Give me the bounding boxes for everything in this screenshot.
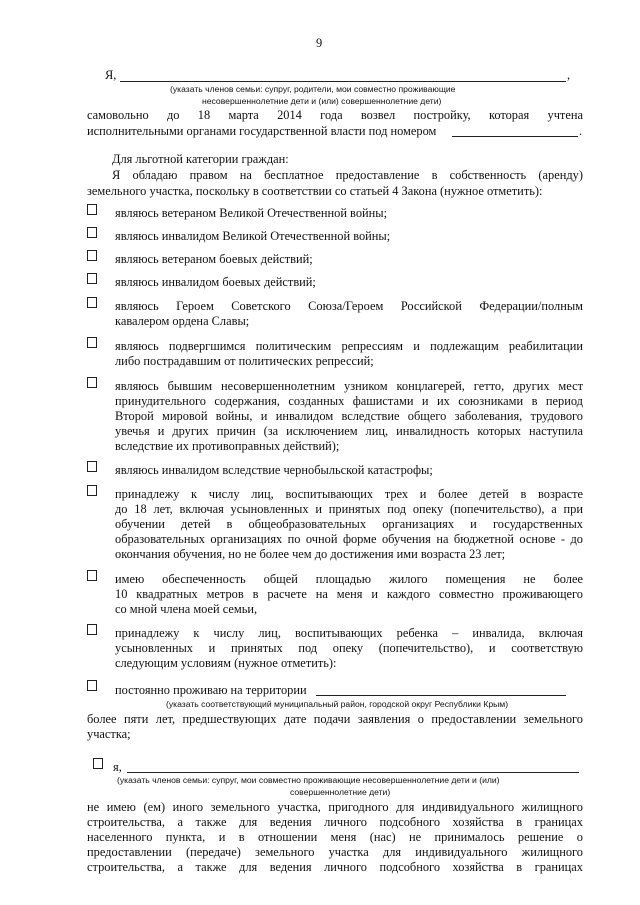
checkbox-item-2[interactable] bbox=[87, 227, 97, 238]
preferential-header: Для льготной категории граждан: bbox=[112, 152, 289, 166]
item-6-line-1: являюсь подвергшимся политическим репрессиям и подлежащим реабилитации bbox=[115, 339, 583, 353]
item-10-line-1: имею обеспеченность общей площадью жилого помещения не более bbox=[115, 572, 583, 586]
preferential-intro-line2: земельного участка, поскольку в соответствии со статьей 4 Закона (нужное отметить): bbox=[87, 184, 543, 198]
item-3-line-1: являюсь ветераном боевых действий; bbox=[115, 252, 313, 266]
word: постройку, bbox=[413, 108, 471, 122]
item-1-line-1: являюсь ветераном Великой Отечественной войны; bbox=[115, 206, 388, 220]
block2-line-1: не имею (ем) иного земельного участка, пригодного для индивидуального жилищного bbox=[87, 800, 583, 814]
word: возвел bbox=[360, 108, 396, 122]
residence-line2: участка; bbox=[87, 727, 131, 741]
checkbox-item-6[interactable] bbox=[87, 337, 97, 348]
item-7-line-1: являюсь бывшим несовершеннолетним узником концлагерей, гетто, других мест bbox=[115, 379, 583, 393]
block2-line-5: строительства, а также для ведения личного подсобного хозяйства в границах bbox=[87, 860, 583, 874]
block2-ya-label: я, bbox=[113, 760, 122, 774]
item-7-line-4: увечья и других причин (за исключением лиц, инвалидность которых наступила bbox=[115, 424, 583, 438]
word: 18 bbox=[197, 108, 211, 122]
checkbox-item-5[interactable] bbox=[87, 297, 97, 308]
item-10-line-3: со мной члена моей семьи, bbox=[115, 602, 258, 616]
word: марта bbox=[228, 108, 259, 122]
word: которая bbox=[488, 108, 530, 122]
item-9-line-1: принадлежу к числу лиц, воспитывающих трех и более детей в возрасте bbox=[115, 487, 583, 501]
item-8-line-1: являюсь инвалидом вследствие чернобыльской катастрофы; bbox=[115, 463, 433, 477]
checkbox-item-8[interactable] bbox=[87, 461, 97, 472]
item-9-line-4: образовательных организациях по очной форме обучения на бюджетной основе - до bbox=[115, 532, 583, 546]
block1-line2: исполнительными органами государственной власти под номером bbox=[87, 124, 437, 138]
block1-family-line[interactable] bbox=[120, 81, 566, 82]
block2-caption-line2: совершеннолетние дети) bbox=[290, 787, 391, 797]
word: до bbox=[166, 108, 180, 122]
checkbox-item-7[interactable] bbox=[87, 377, 97, 388]
residence-territory-line[interactable] bbox=[316, 695, 566, 696]
block1-caption-line1: (указать членов семьи: супруг, родители, мои совместно проживающие bbox=[170, 84, 456, 94]
block2-line-2: строительства, а также для ведения личного подсобного хозяйства в границах bbox=[87, 815, 583, 829]
item-2-line-1: являюсь инвалидом Великой Отечественной войны; bbox=[115, 229, 391, 243]
block2-line-3: населенного пункта, и в отношении меня (нас) не принималось решение о bbox=[87, 830, 583, 844]
block1-line1 bbox=[87, 108, 583, 123]
word: 2014 bbox=[277, 108, 302, 122]
checkbox-item-3[interactable] bbox=[87, 250, 97, 261]
item-4-line-1: являюсь инвалидом боевых действий; bbox=[115, 275, 316, 289]
word: года bbox=[320, 108, 343, 122]
block1-caption-line2: несовершеннолетние дети и (или) совершеннолетние дети) bbox=[202, 96, 442, 106]
item-9-line-2: до 18 лет, включая усыновленных и принятых под опеку (попечительство), а при bbox=[115, 502, 583, 516]
block1-comma: , bbox=[567, 68, 571, 82]
residence-text: постоянно проживаю на территории bbox=[115, 683, 307, 697]
item-11-line-2: усыновленных и принятых под опеку (попечительство), и соответствую bbox=[115, 641, 583, 655]
item-9-line-5: окончания обучения, но не более чем до достижения ими возраста 23 лет; bbox=[115, 547, 506, 561]
checkbox-item-11[interactable] bbox=[87, 624, 97, 635]
preferential-intro-line1: Я обладаю правом на бесплатное предоставление в собственность (аренду) bbox=[112, 168, 583, 182]
page-number: 9 bbox=[316, 36, 323, 50]
item-9-line-3: обучении детей в общеобразовательных организациях и государственных bbox=[115, 517, 583, 531]
checkbox-item-4[interactable] bbox=[87, 273, 97, 284]
block2-line-4: предоставлении (передаче) земельного участка для индивидуального жилищного bbox=[87, 845, 583, 859]
item-6-line-2: либо пострадавшим от политических репрессий; bbox=[115, 354, 374, 368]
checkbox-item-9[interactable] bbox=[87, 485, 97, 496]
item-5-line-1: являюсь Героем Советского Союза/Героем Российской Федерации/полным bbox=[115, 299, 583, 313]
word: самовольно bbox=[87, 108, 149, 122]
block2-family-line[interactable] bbox=[127, 772, 579, 773]
item-7-line-3: Второй мировой войны, и инвалидом вследствие общего заболевания, трудового bbox=[115, 409, 583, 423]
checkbox-residence[interactable] bbox=[87, 680, 97, 691]
residence-line1: более пяти лет, предшествующих дате подачи заявления о предоставлении земельного bbox=[87, 712, 583, 726]
item-7-line-2: принудительного содержания, созданных фашистами и их союзниками в период bbox=[115, 394, 583, 408]
checkbox-item-10[interactable] bbox=[87, 570, 97, 581]
registration-number-line[interactable] bbox=[452, 136, 578, 137]
block2-caption-line1: (указать членов семьи: супруг, мои совместно проживающие несовершеннолетние дети и (или) bbox=[117, 775, 500, 785]
checkbox-item-1[interactable] bbox=[87, 204, 97, 215]
item-7-line-5: вследствие их противоправных действий); bbox=[115, 439, 340, 453]
checkbox-block2[interactable] bbox=[93, 758, 103, 769]
block1-line2-end: . bbox=[579, 124, 583, 138]
item-5-line-2: кавалером ордена Славы; bbox=[115, 314, 250, 328]
item-11-line-3: следующим условиям (нужное отметить): bbox=[115, 656, 337, 670]
word: учтена bbox=[547, 108, 583, 122]
residence-caption: (указать соответствующий муниципальный район, городской округ Республики Крым) bbox=[166, 699, 509, 709]
item-11-line-1: принадлежу к числу лиц, воспитывающих ребенка – инвалида, включая bbox=[115, 626, 583, 640]
item-10-line-2: 10 квадратных метров в расчете на меня и каждого совместно проживающего bbox=[115, 587, 583, 601]
block1-ya-label: Я, bbox=[105, 68, 117, 82]
